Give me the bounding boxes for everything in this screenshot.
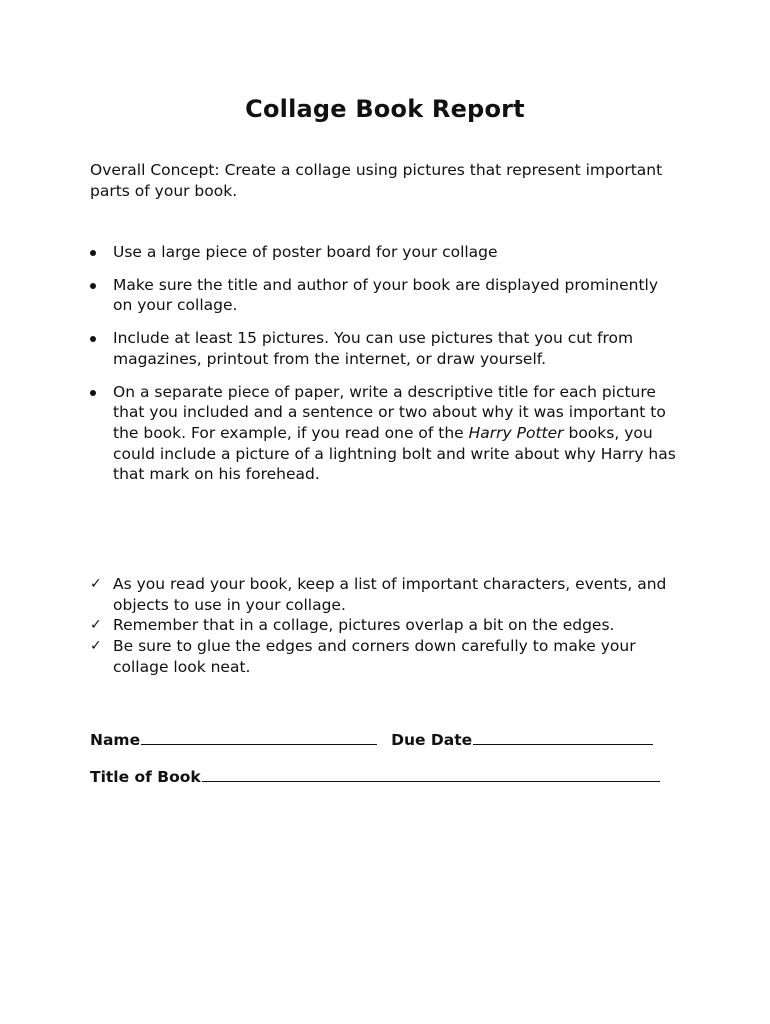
list-item-text: Use a large piece of poster board for your collage (113, 243, 498, 261)
name-field[interactable] (141, 730, 377, 745)
tips-checklist (90, 574, 680, 678)
bullet-icon (90, 336, 96, 342)
list-item (90, 275, 680, 316)
checklist-item-text: Be sure to glue the edges and corners down carefully to make your collage look neat. (113, 637, 636, 676)
name-label: Name (90, 731, 141, 749)
checkmark-icon: ✓ (90, 638, 102, 655)
list-item (90, 328, 680, 369)
checklist-item (90, 574, 680, 615)
bullet-icon (90, 283, 96, 289)
book-title-example: Harry Potter (468, 423, 564, 442)
text-segment: books, you could include a picture of a lightning bolt and write about why Harry has that mark on his forehead. (113, 423, 676, 484)
bullet-icon (90, 390, 96, 396)
book-title-row (90, 767, 660, 786)
bullet-icon (90, 250, 96, 256)
book-title-field[interactable] (202, 767, 660, 782)
due-date-field[interactable] (473, 730, 653, 745)
due-date-label: Due Date (391, 731, 473, 749)
book-title-label: Title of Book (90, 768, 201, 786)
list-item-text: Make sure the title and author of your book are displayed prominently on your collage. (113, 275, 659, 315)
overall-concept: Overall Concept: Create a collage using pictures that represent important parts of your book. (90, 161, 663, 200)
page-title: Collage Book Report (245, 95, 525, 123)
list-item (90, 382, 680, 486)
checklist-item-text: As you read your book, keep a list of important characters, events, and objects to use in your collage. (113, 575, 667, 614)
checkmark-icon: ✓ (90, 617, 102, 634)
list-item (90, 242, 680, 263)
checklist-item-text: Remember that in a collage, pictures overlap a bit on the edges. (113, 616, 615, 635)
checkmark-icon: ✓ (90, 576, 102, 592)
name-due-row (90, 730, 653, 749)
list-item-text: Include at least 15 pictures. You can use pictures that you cut from magazines, printout from the internet, or draw yourself. (113, 329, 634, 368)
checklist-item (90, 615, 680, 636)
text-segment: On a separate piece of paper, write a descriptive title for each picture that you included and a sentence or two about why it was important to the book. For example, if you read one of the (113, 382, 666, 442)
checklist-item (90, 636, 680, 677)
list-item-text (113, 383, 676, 484)
instructions-list (90, 242, 680, 497)
